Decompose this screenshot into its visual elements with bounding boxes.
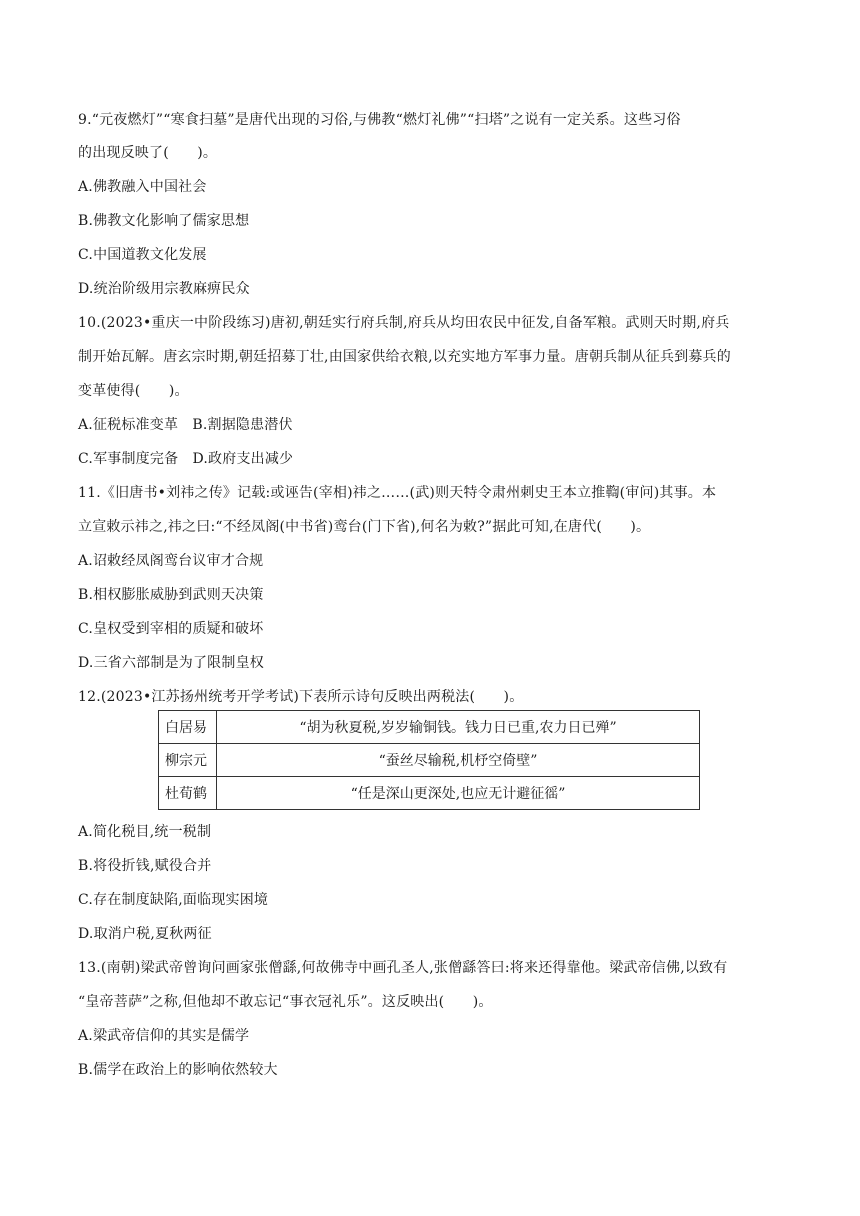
q13-option-b: B.儒学在政治上的影响依然较大 bbox=[78, 1062, 278, 1078]
q12-option-d: D.取消户税,夏秋两征 bbox=[78, 926, 212, 942]
q9-option-a: A.佛教融入中国社会 bbox=[78, 179, 207, 195]
q9-option-b: B.佛教文化影响了儒家思想 bbox=[78, 213, 250, 229]
table-row bbox=[159, 744, 700, 777]
q10-options-row1: A.征税标准变革 B.割据隐患潜伏 bbox=[78, 417, 293, 433]
q11-option-c: C.皇权受到宰相的质疑和破坏 bbox=[78, 621, 264, 637]
q12-stem: 12.(2023•江苏扬州统考开学考试)下表所示诗句反映出两税法( )。 bbox=[78, 689, 524, 705]
q13-stem-line2: “皇帝菩萨”之称,但他却不敢忘记“事衣冠礼乐”。这反映出( )。 bbox=[78, 994, 493, 1010]
q13-option-a: A.梁武帝信仰的其实是儒学 bbox=[78, 1028, 250, 1044]
q10-stem-line3: 变革使得( )。 bbox=[78, 383, 189, 399]
poem-cell: “胡为秋夏税,岁岁输铜钱。钱力日已重,农力日已殚” bbox=[217, 711, 700, 744]
q12-option-c: C.存在制度缺陷,面临现实困境 bbox=[78, 892, 269, 908]
q11-stem-line2: 立宣敕示祎之,祎之曰:“不经凤阁(中书省)鸾台(门下省),何名为敕?”据此可知,在唐代( )。 bbox=[78, 519, 651, 535]
q11-option-a: A.诏敕经凤阁鸾台议审才合规 bbox=[78, 553, 264, 569]
q12-option-b: B.将役折钱,赋役合并 bbox=[78, 858, 212, 874]
q9-option-d: D.统治阶级用宗教麻痹民众 bbox=[78, 281, 250, 297]
poet-cell: 杜荀鹤 bbox=[159, 777, 217, 810]
poem-table bbox=[158, 710, 700, 810]
poem-cell: “蚕丝尽输税,机杼空倚壁” bbox=[217, 744, 700, 777]
q13-stem-line1: 13.(南朝)梁武帝曾询问画家张僧繇,何故佛寺中画孔圣人,张僧繇答曰:将来还得靠他。梁武帝信佛,以致有 bbox=[78, 960, 728, 976]
q11-stem-line1: 11.《旧唐书•刘祎之传》记载:或诬告(宰相)祎之……(武)则天特令肃州刺史王本立推鞫(审问)其事。本 bbox=[78, 485, 717, 501]
q9-stem-line1: 9.“元夜燃灯”“寒食扫墓”是唐代出现的习俗,与佛教“燃灯礼佛”“扫塔”之说有一定关系。这些习俗 bbox=[78, 112, 681, 128]
q10-stem-line1: 10.(2023•重庆一中阶段练习)唐初,朝廷实行府兵制,府兵从均田农民中征发,自备军粮。武则天时期,府兵 bbox=[78, 315, 730, 331]
q10-stem-line2: 制开始瓦解。唐玄宗时期,朝廷招募丁壮,由国家供给衣粮,以充实地方军事力量。唐朝兵制从征兵到募兵的 bbox=[78, 349, 731, 365]
q9-option-c: C.中国道教文化发展 bbox=[78, 247, 207, 263]
q9-stem-line2: 的出现反映了( )。 bbox=[78, 145, 218, 161]
q10-options-row2: C.军事制度完备 D.政府支出减少 bbox=[78, 451, 294, 467]
table-row bbox=[159, 777, 700, 810]
poem-cell: “任是深山更深处,也应无计避征徭” bbox=[217, 777, 700, 810]
table-row bbox=[159, 711, 700, 744]
q12-option-a: A.简化税目,统一税制 bbox=[78, 824, 212, 840]
poet-cell: 白居易 bbox=[159, 711, 217, 744]
poet-cell: 柳宗元 bbox=[159, 744, 217, 777]
q11-option-d: D.三省六部制是为了限制皇权 bbox=[78, 655, 264, 671]
q11-option-b: B.相权膨胀威胁到武则天决策 bbox=[78, 587, 264, 603]
